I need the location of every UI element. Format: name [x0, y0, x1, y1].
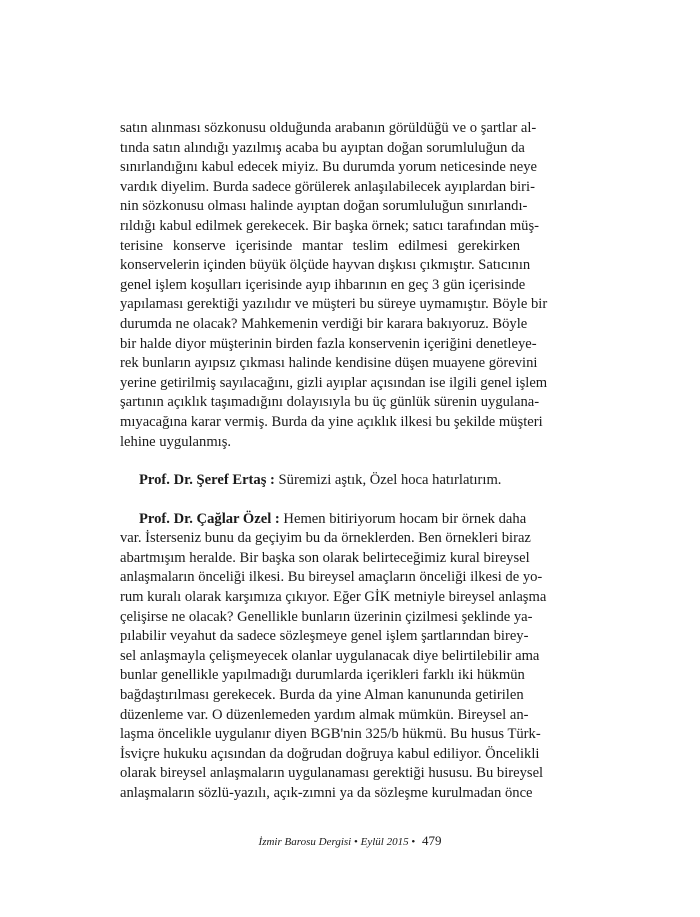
text-line: var. İsterseniz bunu da geçiyim bu da örneklerden. Ben örnekleri biraz	[120, 530, 531, 547]
text-line: vardık diyelim. Burda sadece görülerek anlaşılabilecek ayıplardan biri-	[120, 178, 535, 195]
text-line: İsviçre hukuku açısından da doğrudan doğruya kabul ediliyor. Öncelikli	[120, 745, 540, 762]
footer-bullet-2: •	[411, 836, 416, 848]
text-line: bunlar genellikle yapılmadığı durumlarda içerikleri farklı iki hükmün	[120, 667, 525, 684]
text-line: nin sözkonusu olması halinde ayıptan doğan sorumluluğun sınırlandı-	[120, 198, 528, 215]
text-line: anlaşmaların sözlü-yazılı, açık-zımni ya da sözleşme kurulmadan önce	[120, 785, 533, 801]
text-line: sınırlandığını kabul edecek miyiz. Bu durumda yorum neticesinde neye	[120, 159, 538, 176]
paragraph-3	[120, 510, 547, 804]
text-line: yapılaması gerektiği yazılıdır ve müşteri bu süreye uymamıştır. Böyle bir	[120, 296, 548, 313]
text-line: konservelerin içinden büyük ölçüde hayvan dışkısı çıkmıştır. Satıcının	[120, 257, 531, 274]
paragraph-1	[120, 119, 548, 452]
text-line: rum kuralı olarak karşımıza çıkıyor. Eğer GİK metniyle bireysel anlaşma	[120, 589, 547, 606]
text-line: satın alınması sözkonusu olduğunda arabanın görüldüğü ve o şartlar al-	[120, 120, 537, 136]
body-text	[120, 119, 548, 804]
paragraph-2	[120, 471, 520, 491]
text-line: pılabilir veyahut da sadece sözleşmeye genel işlem şartlarından birey-	[120, 628, 529, 645]
page-number: 479	[421, 833, 442, 848]
page-footer	[0, 833, 700, 849]
ozel-first-line: Hemen bitiriyorum hocam bir örnek daha	[279, 510, 527, 527]
text-line: abartmışım heralde. Bir başka son olarak belirteceğimiz kural bireysel	[120, 549, 530, 566]
text-line: genel işlem koşulları içerisinde ayıp ihbarının en geç 3 gün içerisinde	[120, 276, 526, 293]
text-line: düzenleme var. O düzenlemeden yardım almak mümkün. Bireysel an-	[120, 706, 529, 723]
text-line: şartının açıklık taşımadığını dolayısıyla bu üç günlük sürenin uygulana-	[120, 394, 540, 411]
text-line: rıldığı kabul edilmek gerekecek. Bir başka örnek; satıcı tarafından müş-	[120, 217, 540, 234]
text-line: olarak bireysel anlaşmaların uygulanaması gerektiği hususu. Bu bireysel	[120, 765, 544, 782]
text-line: laşma öncelikle uygulanır diyen BGB'nin 325/b hükmü. Bu husus Türk-	[120, 726, 541, 743]
speaker-ertas: Prof. Dr. Şeref Ertaş :	[139, 472, 275, 489]
speaker-ozel: Prof. Dr. Çağlar Özel :	[139, 510, 280, 527]
footer-bullet-1: •	[354, 836, 358, 848]
text-line: bir halde diyor müşterinin birden fazla konservenin içeriğini denetleye-	[120, 335, 537, 352]
text-line: tında satın alındığı yazılmış acaba bu ayıptan doğan sorumluluğun da	[120, 139, 525, 156]
text-line: sel anlaşmayla çelişmeyecek olanlar uygulanacak diye belirtilebilir ama	[120, 647, 540, 664]
journal-issue: Eylül 2015	[360, 836, 409, 848]
text-line: durumda ne olacak? Mahkemenin verdiği bir karara bakıyoruz. Böyle	[120, 315, 528, 332]
text-line: rek bunların ayıpsız çıkması halinde kendisine düşen muayene görevini	[120, 355, 538, 372]
text-line: mıyacağına karar vermiş. Burda da yine açıklık ilkesi bu şekilde müşteri	[120, 413, 543, 430]
journal-name: İzmir Barosu Dergisi	[258, 836, 352, 848]
text-line: lehine uygulanmış.	[120, 433, 232, 450]
text-line: bağdaştırılması gerekecek. Burda da yine Alman kanununda getirilen	[120, 687, 524, 704]
text-line: yerine getirilmiş sayılacağını, gizli ayıplar açısından ise ilgili genel işlem	[120, 374, 548, 391]
ertas-remark: Süremizi aştık, Özel hoca hatırlatırım.	[274, 472, 502, 489]
text-line: terisine konserve içerisinde mantar teslim edilmesi gerekirken	[120, 237, 520, 254]
text-line: anlaşmaların önceliği ilkesi. Bu bireysel amaçların önceliği ilkesi de yo-	[120, 569, 543, 586]
text-line: çelişirse ne olacak? Genellikle bunların üzerinin çizilmesi şeklinde ya-	[120, 608, 533, 625]
